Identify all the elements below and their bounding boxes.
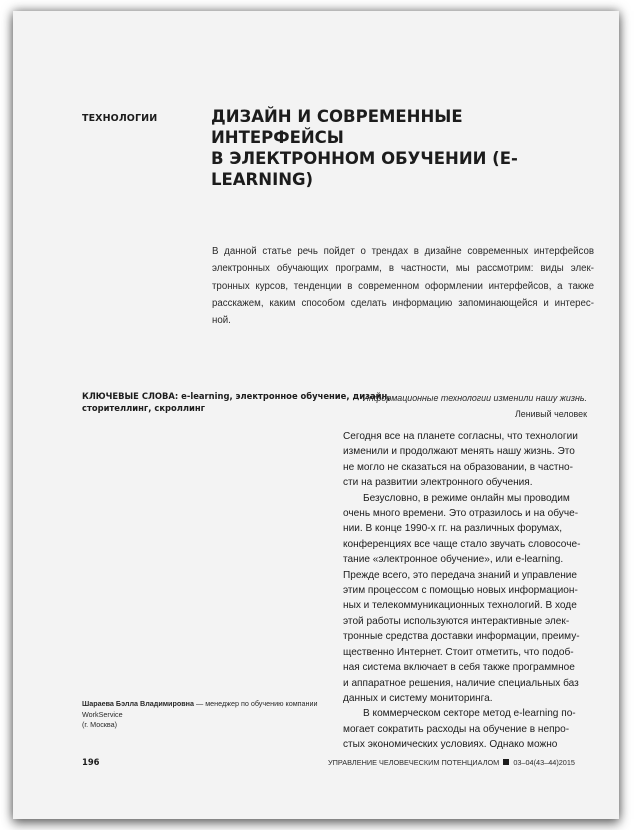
keywords-line: КЛЮЧЕВЫЕ СЛОВА: e-learning, электронное обучение, дизайн, xyxy=(82,391,391,401)
abstract-line: расскажем, каким способом сделать информацию запоминающейся и интерес- xyxy=(212,297,594,309)
keywords-line: сторителлинг, скроллинг xyxy=(82,402,206,413)
abstract-line: тронных курсов, тенденции в современном оформлении интерфейсов, а также xyxy=(212,280,594,292)
body-line: данных и систему мониторинга. xyxy=(343,692,493,704)
author-city: (г. Москва) xyxy=(82,720,118,729)
body-line: тание «электронное обучение», или e-learning. xyxy=(343,554,564,566)
section-label: ТЕХНОЛОГИИ xyxy=(82,113,158,124)
journal-page xyxy=(13,11,619,819)
article-abstract xyxy=(212,243,594,329)
abstract-line: В данной статье речь пойдет о трендах в дизайне современных интерфейсов xyxy=(212,246,594,257)
body-line: нии. В конце 1990-х гг. на различных форумах, xyxy=(343,523,563,535)
body-line: В коммерческом секторе метод e-learning по- xyxy=(363,708,576,720)
page-number: 196 xyxy=(82,757,100,767)
abstract-line: ной. xyxy=(212,315,231,327)
body-line: и аппаратное решения, наличие специальных баз xyxy=(343,677,579,689)
keywords xyxy=(82,391,391,415)
body-line: Безусловно, в режиме онлайн мы проводим xyxy=(363,492,570,504)
body-line: ная система включает в себя также программное xyxy=(343,662,575,674)
author-role: — менеджер по обучению компании WorkService xyxy=(82,699,318,719)
journal-footer xyxy=(328,758,575,767)
body-line: этой работы используются интерактивные элек- xyxy=(343,615,570,627)
body-line: сти на развитии электронного обучения. xyxy=(343,477,533,489)
body-line: не могло не сказаться на образовании, в частно- xyxy=(343,461,574,473)
body-line: щественно Интернет. Стоит отметить, что подоб- xyxy=(343,646,574,658)
body-line: очень много времени. Это отразилось и на обуче- xyxy=(343,508,579,520)
body-line: Прежде всего, это передача знаний и управление xyxy=(343,569,578,581)
body-line: изменили и продолжают менять нашу жизнь. Это xyxy=(343,446,575,458)
body-line: стых экономических условиях. Однако можно xyxy=(343,739,558,751)
body-line: ных и телекоммуникационных технологий. В ходе xyxy=(343,600,577,612)
body-line: этим процессом с помощью новых информацион- xyxy=(343,585,578,597)
article-title-line: В ЭЛЕКТРОННОМ ОБУЧЕНИИ (E-LEARNING) xyxy=(211,149,518,189)
journal-name: УПРАВЛЕНИЕ ЧЕЛОВЕЧЕСКИМ ПОТЕНЦИАЛОМ xyxy=(328,758,500,767)
author-name: Шараева Бэлла Владимировна xyxy=(82,699,195,708)
body-line: конференциях все чаще стало звучать словосоче- xyxy=(343,538,581,550)
square-bullet-icon xyxy=(503,759,509,765)
author-info xyxy=(82,699,344,731)
epigraph-quote: Информационные технологии изменили нашу жизнь. xyxy=(362,393,587,403)
article-title-line: ДИЗАЙН И СОВРЕМЕННЫЕ ИНТЕРФЕЙСЫ xyxy=(211,107,463,147)
body-line: Сегодня все на планете согласны, что технологии xyxy=(343,431,578,442)
article-title xyxy=(211,106,591,190)
epigraph-author: Ленивый человек xyxy=(514,408,587,419)
abstract-line: электронных обучающих программ, в частности, мы рассмотрим: виды элек- xyxy=(212,263,594,275)
body-line: могает сократить расходы на обучение в непро- xyxy=(343,723,570,735)
journal-issue: 03–04(43–44)2015 xyxy=(513,758,575,767)
article-body xyxy=(343,429,591,753)
epigraph xyxy=(343,392,587,420)
body-line: тронные средства доставки информации, преиму- xyxy=(343,631,580,643)
